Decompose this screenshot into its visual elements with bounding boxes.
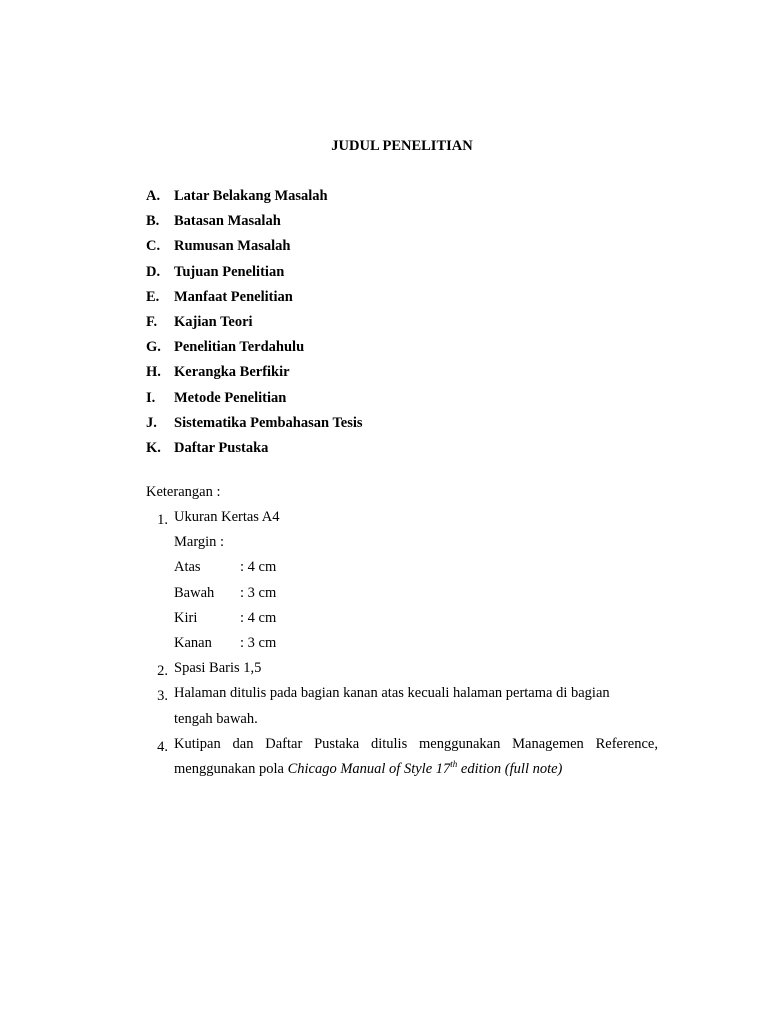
margin-side: Kiri bbox=[174, 609, 198, 626]
outline-text: Latar Belakang Masalah bbox=[174, 188, 328, 204]
outline-letter: K. bbox=[146, 439, 161, 456]
outline-item bbox=[146, 288, 363, 313]
outline-item bbox=[146, 389, 363, 414]
pagination-text-line1: Halaman ditulis pada bagian kanan atas kecuali halaman pertama di bagian bbox=[174, 685, 610, 702]
margin-value: : 4 cm bbox=[240, 609, 277, 626]
margin-side: Atas bbox=[174, 559, 201, 576]
outline-letter: F. bbox=[146, 313, 158, 330]
notes-list bbox=[146, 508, 658, 785]
notes-number: 1. bbox=[157, 512, 168, 528]
margin-row bbox=[174, 558, 658, 583]
outline-letter: B. bbox=[146, 213, 160, 230]
outline-item bbox=[146, 237, 363, 262]
margin-row bbox=[174, 609, 658, 634]
notes-item-pagination bbox=[146, 684, 658, 734]
margin-value: : 3 cm bbox=[240, 584, 277, 601]
outline-letter: C. bbox=[146, 238, 161, 255]
outline-item bbox=[146, 363, 363, 388]
notes-number: 2. bbox=[157, 663, 168, 680]
margin-side: Kanan bbox=[174, 634, 212, 651]
outline-letter: E. bbox=[146, 288, 160, 305]
outline-text: Penelitian Terdahulu bbox=[174, 339, 305, 356]
margin-side: Bawah bbox=[174, 584, 215, 601]
notes-number: 3. bbox=[157, 688, 168, 705]
outline-item bbox=[146, 313, 363, 338]
citation-prefix: menggunakan pola bbox=[174, 760, 288, 777]
notes-item-spacing bbox=[146, 659, 658, 684]
outline-letter: I. bbox=[146, 389, 156, 406]
outline-item bbox=[146, 414, 363, 439]
outline-letter: D. bbox=[146, 263, 161, 280]
outline-text: Rumusan Masalah bbox=[174, 238, 291, 255]
citation-style-name: Chicago Manual of Style 17 bbox=[287, 760, 451, 777]
outline-text: Manfaat Penelitian bbox=[174, 288, 293, 305]
citation-superscript: th bbox=[450, 758, 458, 769]
outline-text: Metode Penelitian bbox=[174, 389, 287, 406]
outline-letter: J. bbox=[146, 414, 157, 431]
margin-label: Margin : bbox=[174, 534, 225, 551]
outline-letter: G. bbox=[146, 339, 161, 356]
outline-text: Tujuan Penelitian bbox=[174, 263, 285, 280]
outline-list bbox=[146, 187, 363, 464]
line-spacing-text: Spasi Baris 1,5 bbox=[174, 660, 262, 677]
page-title: JUDUL PENELITIAN bbox=[331, 138, 473, 154]
outline-text: Sistematika Pembahasan Tesis bbox=[174, 414, 363, 431]
notes-heading: Keterangan : bbox=[146, 484, 221, 500]
outline-text: Daftar Pustaka bbox=[174, 439, 269, 456]
outline-item bbox=[146, 187, 363, 212]
notes-item-citation bbox=[146, 735, 658, 785]
margin-row bbox=[174, 584, 658, 609]
citation-text-line2 bbox=[174, 760, 658, 785]
outline-letter: A. bbox=[146, 188, 161, 204]
paper-size-text: Ukuran Kertas A4 bbox=[174, 509, 280, 525]
outline-item bbox=[146, 212, 363, 237]
notes-number: 4. bbox=[157, 738, 168, 755]
citation-edition: edition (full note) bbox=[457, 760, 563, 777]
outline-item bbox=[146, 439, 363, 464]
margin-value: : 3 cm bbox=[240, 634, 277, 651]
margin-row bbox=[174, 634, 658, 659]
outline-text: Kerangka Berfikir bbox=[174, 364, 290, 381]
margin-value: : 4 cm bbox=[240, 559, 277, 576]
outline-item bbox=[146, 338, 363, 363]
outline-text: Kajian Teori bbox=[174, 313, 253, 330]
outline-letter: H. bbox=[146, 364, 161, 381]
pagination-text-line2: tengah bawah. bbox=[174, 710, 258, 727]
notes-item-paper bbox=[146, 508, 658, 659]
outline-item bbox=[146, 263, 363, 288]
citation-text-line1: Kutipan dan Daftar Pustaka ditulis menggunakan Managemen Reference, bbox=[174, 735, 658, 752]
outline-text: Batasan Masalah bbox=[174, 213, 281, 230]
